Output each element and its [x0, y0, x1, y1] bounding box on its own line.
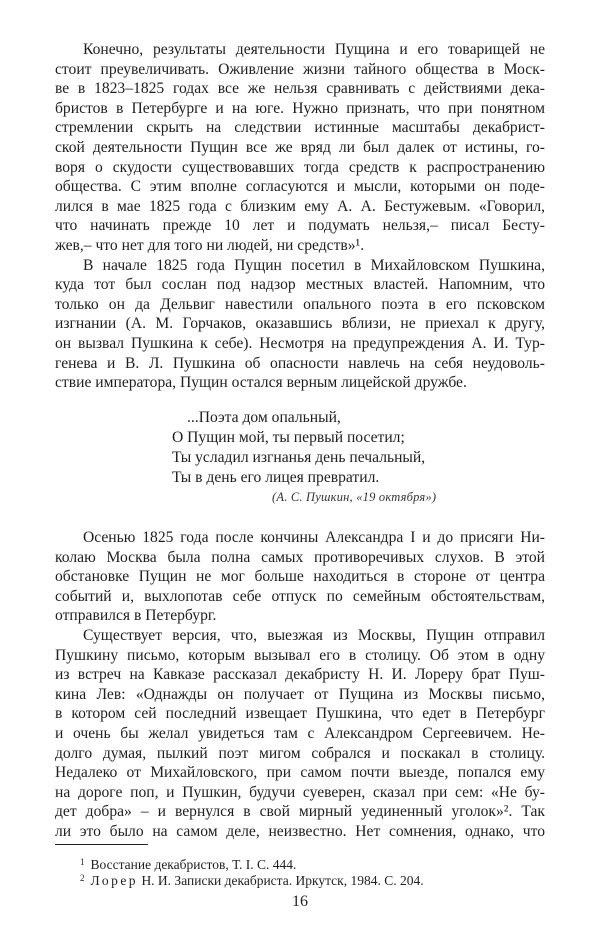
text-line: что начинать прежде 10 лет и подумать нельзя,– писал Бесту-: [55, 217, 545, 235]
poem-line: Ты в день его лицея превратил.: [172, 469, 380, 486]
text-line: воря о скудости существовавших тогда средств к распространению: [55, 158, 545, 176]
text-line: дет добра» – и вернулся в свой мирный уединенный уголок»². Так: [55, 803, 545, 821]
paragraph-2: [55, 256, 545, 393]
paragraph-4: [55, 626, 545, 842]
footnote-text: Н. И. Записки декабриста. Иркутск, 1984. С. 204.: [138, 873, 424, 888]
text-line: ве в 1823–1825 годах все же нельзя сравнивать с действиями дека-: [55, 80, 545, 98]
text-line: Существует версия, что, выезжая из Москвы, Пущин отправил: [83, 627, 545, 644]
text-line: бристов в Петербурге и на юге. Нужно признать, что при понятном: [55, 99, 545, 117]
text-line: жев,– что нет для того ни людей, ни средств»¹.: [55, 236, 365, 254]
footnote-mark: 2: [80, 873, 85, 883]
footnote-mark: 1: [80, 857, 85, 867]
text-line: только он да Дельвиг навестили опального поэта в его псковском: [55, 295, 545, 313]
text-line: куда тот был сослан под надзор местных властей. Напомним, что: [55, 276, 545, 294]
paragraph-3: [55, 528, 545, 626]
page-number: 16: [292, 893, 308, 910]
text-line: ствие императора, Пущин остался верным лицейской дружбе.: [55, 374, 467, 392]
poem-line: О Пущин мой, ты первый посетил;: [172, 429, 405, 446]
text-line: лился в мае 1825 года с близким ему А. А. Бестужевым. «Говорил,: [55, 197, 545, 215]
text-line: ской деятельности Пущин все же вряд ли был далек от истины, го-: [55, 138, 545, 156]
paragraph-1: [55, 40, 545, 256]
text-line: событий и, выхлопотав себе отпуск по семейным обстоятельствам,: [55, 587, 545, 605]
text-line: из встреч на Кавказе рассказал декабристу Н. И. Лореру брат Пуш-: [55, 666, 545, 684]
text-line: В начале 1825 года Пущин посетил в Михайловском Пушкина,: [83, 256, 545, 274]
text-line: обстановке Пущин не мог больше находиться в стороне от центра: [55, 568, 545, 586]
text-line: он вызвал Пушкина к себе). Несмотря на предупреждения А. И. Тур-: [55, 334, 545, 352]
text-line: стоит преувеличивать. Оживление жизни тайного общества в Моск-: [55, 60, 545, 78]
text-line: в котором сей последний извещает Пушкина, что едет в Петербург: [55, 705, 545, 723]
text-line: Недалеко от Михайловского, при самом почти выезде, попался ему: [55, 764, 545, 782]
text-line: общества. С этим вполне согласуются и мысли, которыми он поде-: [55, 178, 545, 196]
footnote-text: Восстание декабристов, Т. I. С. 444.: [90, 857, 297, 872]
text-line: кина Лев: «Однажды он получает от Пущина из Москвы письмо,: [55, 685, 545, 703]
poem-epigraph: [172, 408, 425, 488]
text-line: и очень бы желал увидеться там с Александром Сергеевичем. Не-: [55, 724, 545, 742]
text-line: отправился в Петербург.: [55, 607, 217, 625]
footnote-author: Лорер: [90, 873, 139, 888]
text-line: на дороге поп, и Пушкин, будучи суеверен, сказал при сем: «Не бу-: [55, 783, 545, 801]
text-line: стремлении скрыть на следствии истинные масштабы декабрист-: [55, 119, 545, 137]
poem-line: ...Поэта дом опальный,: [187, 409, 341, 426]
text-line: Осенью 1825 года после кончины Александра I и до присяги Ни-: [83, 529, 545, 546]
text-line: долго думая, пылкий поэт мигом собрался и поскакал в столицу.: [55, 744, 545, 762]
text-line: колаю Москва была полна самых противоречивых слухов. В этой: [55, 548, 545, 566]
poem-line: Ты усладил изгнанья день печальный,: [172, 449, 426, 466]
footnote-2: [80, 870, 424, 889]
text-line: изгнании (А. М. Горчаков, оказавшись вблизи, не приехал к другу,: [55, 315, 545, 333]
poem-attribution: (А. С. Пушкин, «19 октября»): [272, 490, 437, 504]
text-line: Конечно, результаты деятельности Пущина и его товарищей не: [83, 41, 545, 58]
text-line: Пушкину письмо, которым вызывал его в столицу. Об этом в одну: [55, 646, 545, 664]
text-line: ли это было на самом деле, неизвестно. Нет сомнения, однако, что: [55, 822, 545, 840]
text-line: генева и В. Л. Пушкина об опасности навлечь на себя неудоволь-: [55, 354, 545, 372]
footnote-divider: [55, 844, 148, 845]
